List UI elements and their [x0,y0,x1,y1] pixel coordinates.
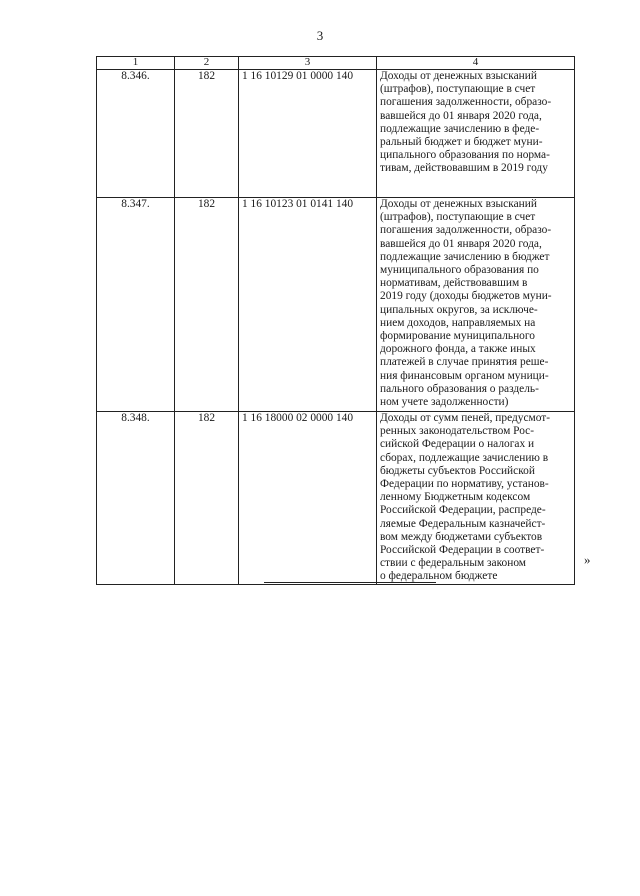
description-line: 2019 году (доходы бюджетов муни- [380,290,552,303]
description-line: ральный бюджет и бюджет муни- [380,136,543,149]
description-line: ленному Бюджетным кодексом [380,491,531,504]
admin-code-cell: 182 [175,70,239,198]
table-row [97,70,575,198]
description-line: ренных законодательством Рос- [380,425,535,438]
row-number-cell: 8.346. [97,70,175,198]
description-line: Российской Федерации, распреде- [380,504,546,517]
description-line: ципального образования по норма- [380,149,550,162]
description-line: сборах, подлежащие зачислению в [380,451,549,464]
description-line: Федерации по нормативу, установ- [380,478,549,491]
description-line: подлежащие зачислению в бюджет [380,250,550,263]
description-line: (штрафов), поступающие в счет [380,211,536,224]
description-line: ствии с федеральным законом [380,557,527,570]
admin-code-cell: 182 [175,412,239,585]
column-header-1: 1 [97,57,175,70]
description-line: Российской Федерации в соответ- [380,544,545,557]
column-header-3: 3 [239,57,377,70]
budget-code-cell: 1 16 18000 02 0000 140 [239,412,377,585]
description-line: Доходы от сумм пеней, предусмот- [380,412,551,424]
budget-code-cell: 1 16 10129 01 0000 140 [239,70,377,198]
page-number: 3 [316,28,324,43]
table-row [97,198,575,412]
description-line: бюджеты субъектов Российской [380,464,535,477]
description-line: о федеральном бюджете [380,570,498,583]
description-line: вавшейся до 01 января 2020 года, [380,109,542,122]
column-header-4: 4 [377,57,575,70]
description-line: дорожного фонда, а также иных [380,343,536,356]
closing-quote: » [584,552,591,567]
description-line: Доходы от денежных взысканий [380,198,537,210]
description-line: платежей в случае принятия реше- [380,356,549,369]
separator-line [264,582,436,583]
description-line: ципальных округов, за исключе- [380,303,538,316]
budget-code-cell: 1 16 10123 01 0141 140 [239,198,377,412]
description-line: ляемые Федеральным казначейст- [380,517,546,530]
revenue-codes-table [96,56,575,585]
description-line: Доходы от денежных взысканий [380,70,537,82]
description-cell [377,198,575,412]
description-line: погашения задолженности, образо- [380,96,552,109]
description-line: вавшейся до 01 января 2020 года, [380,237,542,250]
description-line: муниципального образования по [380,264,539,277]
description-line: нием доходов, направляемых на [380,316,536,329]
description-line: нормативам, действовавшим в [380,277,528,290]
table-header-row [97,57,575,70]
admin-code-cell: 182 [175,198,239,412]
description-line: тивам, действовавшим в 2019 году [380,162,548,175]
description-line: погашения задолженности, образо- [380,224,552,237]
row-number-cell: 8.348. [97,412,175,585]
description-line: формирование муниципального [380,330,535,343]
description-line: пального образования о раздель- [380,382,539,395]
description-line: ния финансовым органом муници- [380,369,549,382]
description-line: ном учете задолженности) [380,396,509,409]
description-line: вом между бюджетами субъектов [380,530,543,543]
row-number-cell: 8.347. [97,198,175,412]
column-header-2: 2 [175,57,239,70]
description-cell [377,412,575,585]
table-row [97,412,575,585]
description-cell [377,70,575,198]
description-line: (штрафов), поступающие в счет [380,83,536,96]
description-line: сийской Федерации о налогах и [380,438,535,451]
description-line: подлежащие зачислению в феде- [380,122,540,135]
